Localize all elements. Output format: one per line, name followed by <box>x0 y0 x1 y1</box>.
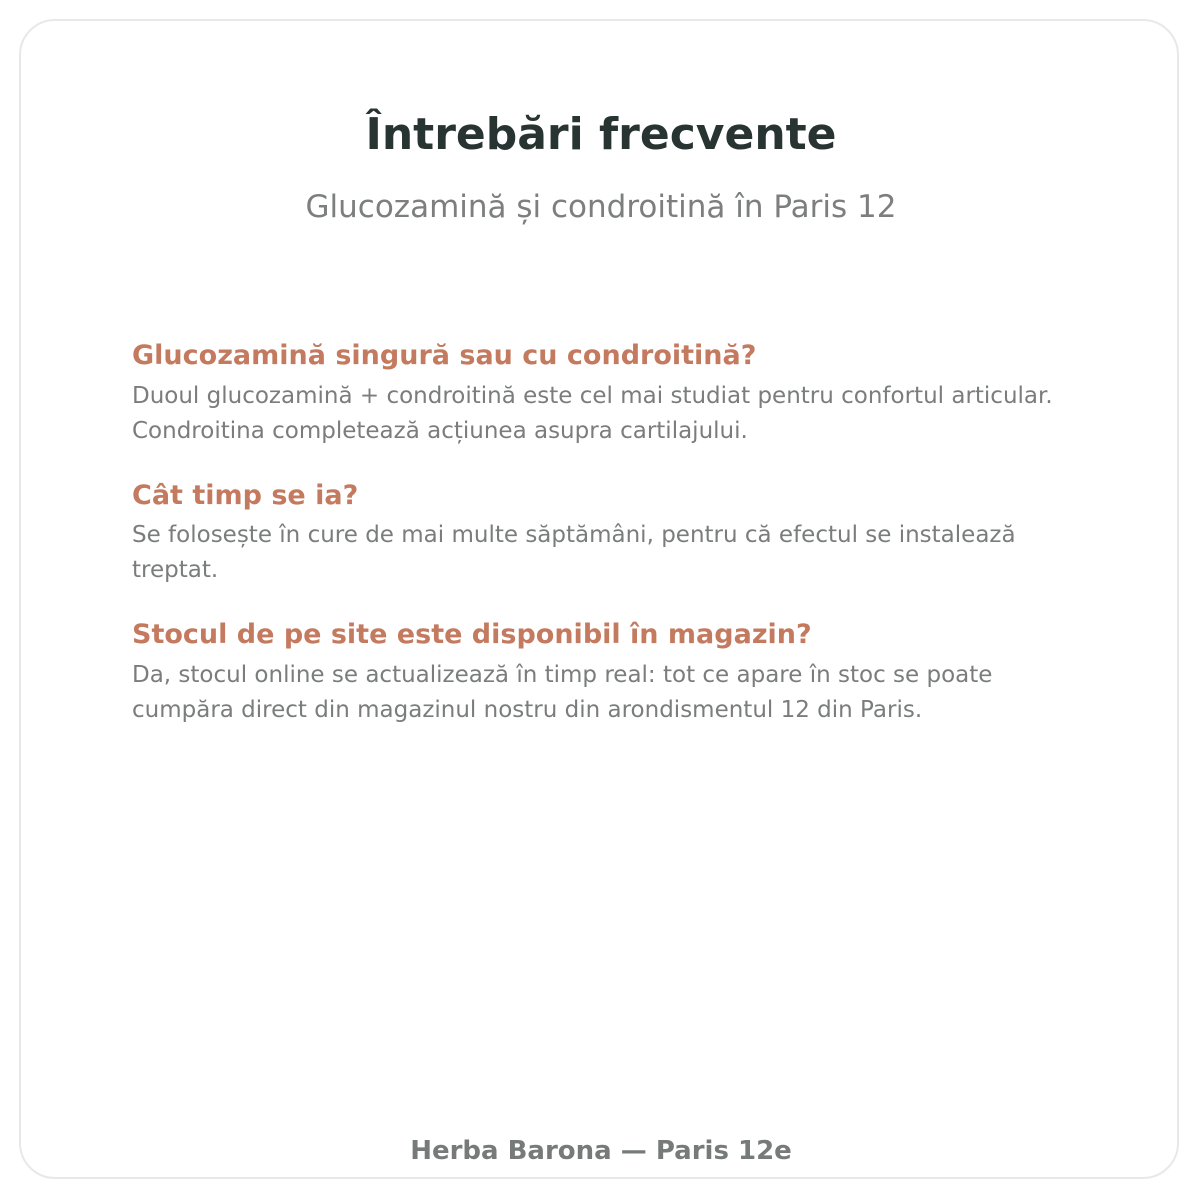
faq-question: Glucozamină singură sau cu condroitină? <box>132 340 757 371</box>
faq-question: Cât timp se ia? <box>132 479 359 511</box>
faq-item <box>132 339 1092 449</box>
page-title: Întrebări frecvente <box>365 109 837 160</box>
faq-answer: Da, stocul online se actualizează în timp real: tot ce apare în stoc se poate cumpăra direct din magazinul nostru din arondismentul 12 din Paris. <box>132 662 993 724</box>
faq-list <box>132 339 1092 758</box>
page-subtitle: Glucozamină și condroitină în Paris 12 <box>305 189 897 225</box>
faq-answer: Duoul glucozamină + condroitină este cel mai studiat pentru confortul articular. Condroitina completează acțiunea asupra cartilajului. <box>132 382 1053 444</box>
faq-item <box>132 618 1092 728</box>
faq-card <box>19 19 1179 1179</box>
faq-question: Stocul de pe site este disponibil în magazin? <box>132 619 812 651</box>
faq-item <box>132 479 1092 589</box>
footer-brand: Herba Barona — Paris 12e <box>410 1136 792 1166</box>
faq-answer: Se folosește în cure de mai multe săptămâni, pentru că efectul se instalează treptat. <box>132 522 1016 584</box>
